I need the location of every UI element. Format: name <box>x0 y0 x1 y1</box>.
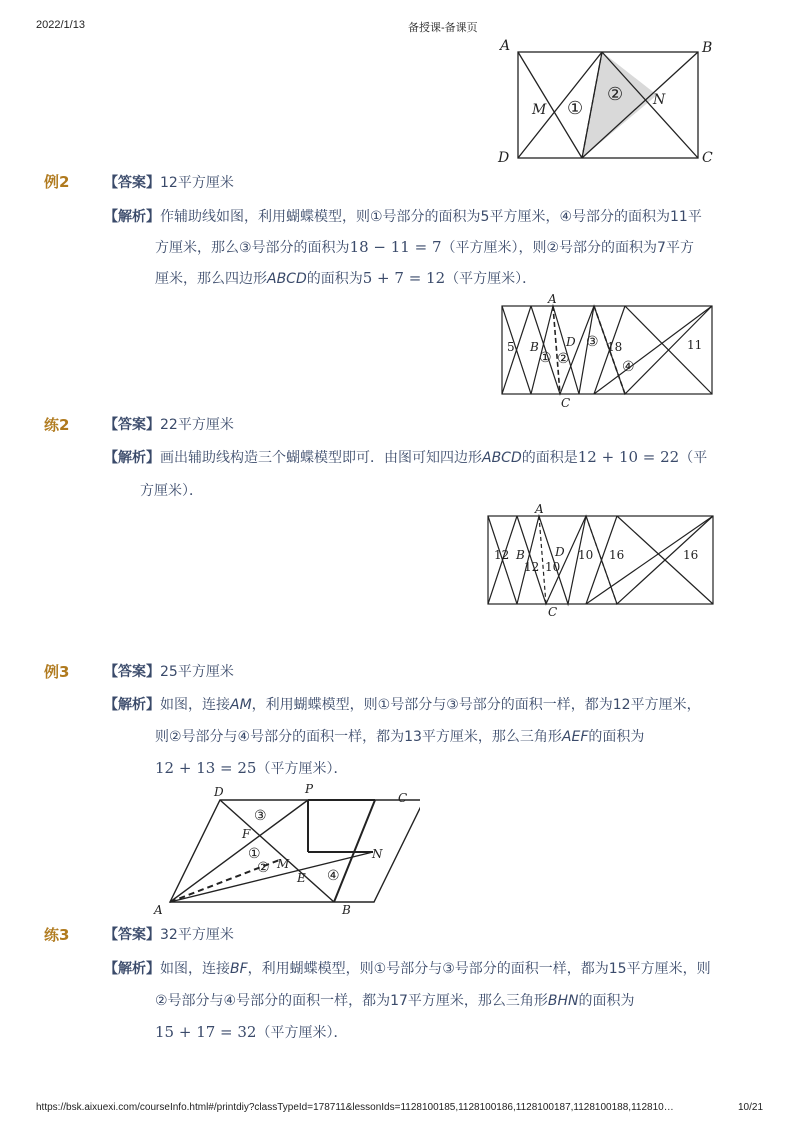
figure-example2 <box>494 290 724 412</box>
analysis-line-1: 【解析】画出辅助线构造三个蝴蝶模型即可．由图可知四边形ABCD的面积是12 + 10 = 22（平 <box>104 448 708 466</box>
fig3-value-10-mid: 10 <box>545 560 561 574</box>
analysis-line-2: 则②号部分与④号部分的面积一样，都为13平方厘米，那么三角形AEF的面积为 <box>155 729 645 745</box>
fig1-region-2: ② <box>607 84 624 105</box>
fig2-region-3: ③ <box>586 334 599 350</box>
answer-value: 22平方厘米 <box>160 417 234 433</box>
fig3-label-b: B <box>516 548 525 562</box>
analysis-line-3: 厘米，那么四边形ABCD的面积为5 + 7 = 12（平方厘米）． <box>155 269 537 287</box>
fig3-value-12-left: 12 <box>494 548 510 562</box>
formula: 5 + 7 = 12 <box>362 269 446 287</box>
fig4-label-f: F <box>242 827 251 841</box>
analysis-line-2: 方厘米，那么③号部分的面积为18 − 11 = 7（平方厘米），则②号部分的面积为7平方 <box>155 238 694 256</box>
segment-name: AM <box>230 697 252 713</box>
analysis-line-3: 15 + 17 = 32（平方厘米）． <box>155 1023 348 1041</box>
fig1-label-m: M <box>532 102 547 118</box>
fig4-label-a: A <box>154 903 163 917</box>
analysis-line-3: 12 + 13 = 25（平方厘米）． <box>155 759 348 777</box>
fig4-label-b: B <box>342 903 351 917</box>
fig3-label-a: A <box>535 502 544 516</box>
figure-practice2 <box>484 500 720 620</box>
analysis-line-2: ②号部分与④号部分的面积一样，都为17平方厘米，那么三角形BHN的面积为 <box>155 993 635 1009</box>
practice-number: 练2 <box>44 416 70 434</box>
answer-line <box>104 661 234 681</box>
analysis-tag: 【解析】 <box>104 450 160 466</box>
formula: 18 − 11 = 7 <box>349 238 442 256</box>
analysis-line-1: 【解析】如图，连接BF，利用蝴蝶模型，则①号部分与③号部分的面积一样，都为15平方厘米，则 <box>104 961 711 977</box>
fig3-label-d: D <box>555 545 565 559</box>
answer-tag: 【答案】 <box>104 175 160 191</box>
example-number: 例3 <box>44 663 70 681</box>
figure-parallelogram <box>150 776 420 922</box>
answer-value: 12平方厘米 <box>160 175 234 191</box>
answer-tag: 【答案】 <box>104 664 160 680</box>
shape-name: BHN <box>547 993 579 1009</box>
fig1-label-n: N <box>653 92 666 108</box>
fig2-label-b: B <box>530 340 539 354</box>
print-title: 备授课-备课页 <box>408 22 478 34</box>
fig2-region-4: ④ <box>622 359 635 375</box>
analysis-tag: 【解析】 <box>104 697 160 713</box>
analysis-line-1: 【解析】如图，连接AM，利用蝴蝶模型，则①号部分与③号部分的面积一样，都为12平方厘米， <box>104 697 701 713</box>
shape-name: AEF <box>561 729 589 745</box>
answer-value: 25平方厘米 <box>160 664 234 680</box>
answer-line <box>104 172 234 192</box>
fig3-value-16-right: 16 <box>683 548 699 562</box>
fig4-label-p: P <box>305 782 314 796</box>
answer-line <box>104 924 234 944</box>
fig2-region-1: ① <box>539 350 552 366</box>
fig1-label-b: B <box>702 40 713 56</box>
fig4-label-e: E <box>297 871 306 885</box>
fig4-region-1: ① <box>248 846 261 862</box>
print-date: 2022/1/13 <box>36 19 85 31</box>
shape-name: ABCD <box>267 271 307 287</box>
fig3-value-10-right: 10 <box>578 548 594 562</box>
fig4-label-c: C <box>398 791 408 805</box>
fig4-label-n: N <box>372 847 383 861</box>
fig1-label-c: C <box>702 150 713 166</box>
practice-number: 练3 <box>44 926 70 944</box>
analysis-line-2: 方厘米）． <box>140 483 203 499</box>
fig3-value-12-mid: 12 <box>524 560 540 574</box>
fig2-label-d: D <box>566 335 576 349</box>
fig4-region-4: ④ <box>327 868 340 884</box>
fig2-label-a: A <box>548 292 557 306</box>
fig3-value-16-left: 16 <box>609 548 625 562</box>
fig1-label-d: D <box>498 150 510 166</box>
answer-line <box>104 414 234 434</box>
fig4-region-2: ② <box>257 860 270 876</box>
shape-name: ABCD <box>482 450 522 466</box>
segment-name: BF <box>230 961 248 977</box>
fig4-label-m: M <box>277 857 290 871</box>
page-number: 10/21 <box>738 1102 764 1113</box>
fig1-region-1: ① <box>567 98 584 119</box>
answer-tag: 【答案】 <box>104 927 160 943</box>
example-number: 例2 <box>44 173 70 191</box>
print-url: https://bsk.aixuexi.com/courseInfo.html#/printdiy?classTypeId=178711&lessonIds=1128100185,1128100186,1128100187,1128100188,112810… <box>36 1102 674 1113</box>
formula: 12 + 10 = 22 <box>577 448 680 466</box>
fig2-region-2: ② <box>557 351 570 367</box>
formula: 12 + 13 = 25 <box>155 759 257 777</box>
analysis-tag: 【解析】 <box>104 209 160 225</box>
fig1-label-a: A <box>500 38 511 54</box>
figure-rectangle-mn <box>494 36 724 166</box>
answer-tag: 【答案】 <box>104 417 160 433</box>
fig2-value-18: 18 <box>607 340 623 354</box>
fig3-label-c: C <box>548 605 558 619</box>
analysis-tag: 【解析】 <box>104 961 160 977</box>
analysis-line-1: 【解析】作辅助线如图，利用蝴蝶模型，则①号部分的面积为5平方厘米，④号部分的面积为11平 <box>104 209 702 225</box>
formula: 15 + 17 = 32 <box>155 1023 257 1041</box>
answer-value: 32平方厘米 <box>160 927 234 943</box>
fig2-label-c: C <box>561 396 571 410</box>
fig2-value-5: 5 <box>507 340 515 354</box>
fig4-label-d: D <box>214 785 224 799</box>
fig4-region-3: ③ <box>254 808 267 824</box>
fig2-value-11: 11 <box>687 338 703 352</box>
